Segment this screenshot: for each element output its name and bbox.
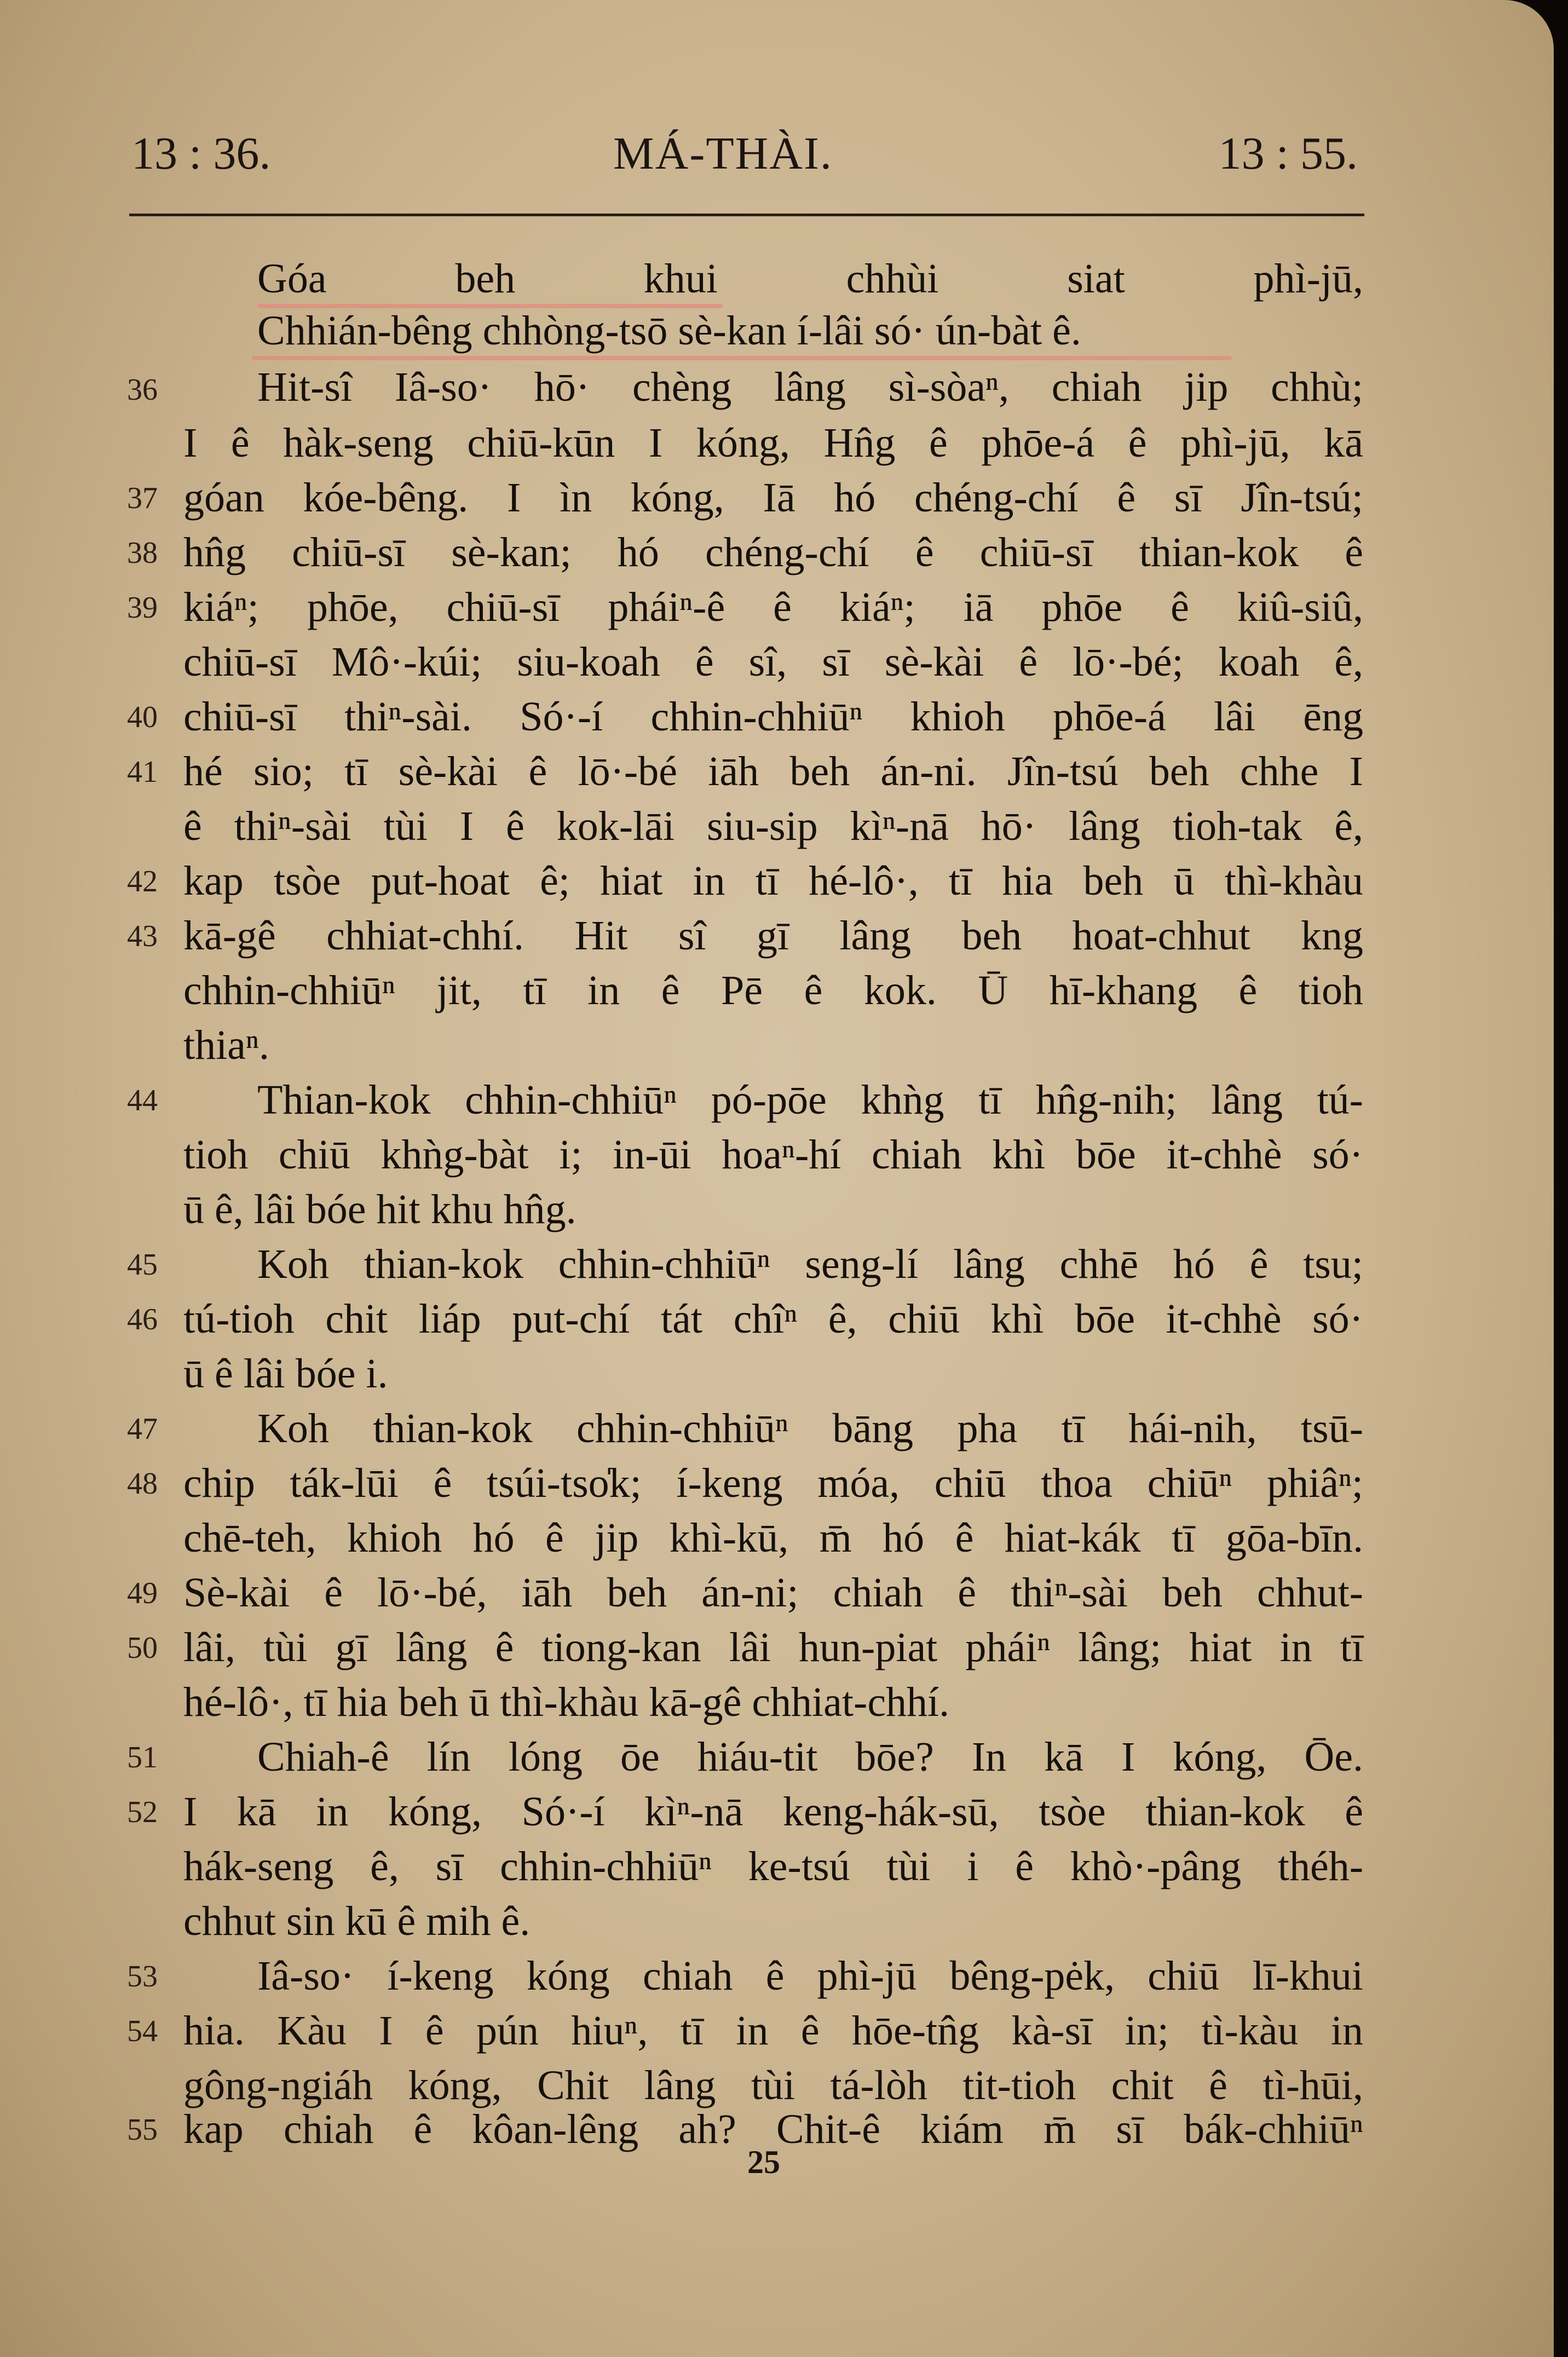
verse-number: 41	[127, 755, 158, 789]
verse-number: 44	[127, 1084, 158, 1117]
text-line: chiū-sī Mô·-kúi; siu-koah ê sî, sī sè-kài ê lō·-bé; koah ê,	[183, 639, 1363, 685]
verse-number: 39	[127, 591, 158, 625]
text-line: Sè-kài ê lō·-bé, iāh beh án-ni; chiah ê thiⁿ-sài beh chhut-	[183, 1570, 1363, 1616]
verse-number: 55	[127, 2113, 158, 2147]
text-line: hia. Kàu I ê pún hiuⁿ, tī in ê hōe-tn̂g kà-sī in; tì-kàu in	[183, 2008, 1363, 2054]
page-number: 25	[747, 2144, 780, 2180]
verse-number: 49	[127, 1576, 158, 1610]
text-line: Thian-kok chhin-chhiūⁿ pó-pōe khǹg tī hn̂g-nih; lâng tú-	[257, 1077, 1363, 1123]
text-line: kap tsòe put-hoat ê; hiat in tī hé-lô·, tī hia beh ū thì-khàu	[183, 858, 1363, 904]
text-line: hé-lô·, tī hia beh ū thì-khàu kā-gê chhiat-chhí.	[183, 1679, 950, 1725]
text-line: Koh thian-kok chhin-chhiūⁿ bāng pha tī hái-nih, tsū-	[257, 1405, 1363, 1451]
text-line: kā-gê chhiat-chhí. Hit sî gī lâng beh hoat-chhut kng	[183, 913, 1363, 959]
text-line: kap chiah ê kôan-lêng ah? Chit-ê kiám m̄ sī bák-chhiūⁿ	[183, 2106, 1363, 2152]
text-line: chhut sin kū ê mih ê.	[183, 1898, 531, 1944]
verse-number: 36	[127, 373, 158, 407]
text-line: Chiah-ê lín lóng ōe hiáu-tit bōe? In kā I kóng, Ōe.	[257, 1734, 1363, 1780]
verse-number: 54	[127, 2014, 158, 2048]
text-line: kiáⁿ; phōe, chiū-sī pháiⁿ-ê ê kiáⁿ; iā phōe ê kiû-siû,	[183, 584, 1363, 630]
header-book-title: MÁ-THÀI.	[613, 128, 833, 179]
text-line: tioh chiū khǹg-bàt i; in-ūi hoaⁿ-hí chiah khì bōe it-chhè só·	[183, 1132, 1363, 1178]
text-line: ê thiⁿ-sài tùi I ê kok-lāi siu-sip kìⁿ-nā hō· lâng tioh-tak ê,	[183, 803, 1363, 849]
verse-number: 50	[127, 1631, 158, 1665]
text-line: chiū-sī thiⁿ-sài. Só·-í chhin-chhiūⁿ khioh phōe-á lâi ēng	[183, 694, 1363, 740]
text-line: I ê hàk-seng chiū-kūn I kóng, Hn̂g ê phōe-á ê phì-jū, kā	[183, 420, 1363, 466]
verse-number: 53	[127, 1960, 158, 1993]
text-line: Chhián-bêng chhòng-tsō sè-kan í-lâi só· ún-bàt ê.	[257, 308, 1081, 354]
verse-number: 37	[127, 481, 158, 515]
header-right-reference: 13 : 55.	[1218, 128, 1358, 179]
text-line: I kā in kóng, Só·-í kìⁿ-nā keng-hák-sū, tsòe thian-kok ê	[183, 1789, 1363, 1835]
text-line: Hit-sî Iâ-so· hō· chèng lâng sì-sòaⁿ, chiah jip chhù;	[257, 364, 1363, 410]
text-line: hák-seng ê, sī chhin-chhiūⁿ ke-tsú tùi i ê khò·-pâng théh-	[183, 1843, 1363, 1889]
verse-number: 47	[127, 1412, 158, 1446]
verse-number: 42	[127, 865, 158, 898]
text-line: ū ê lâi bóe i.	[183, 1351, 388, 1397]
header-left-reference: 13 : 36.	[131, 128, 271, 179]
verse-number: 45	[127, 1248, 158, 1282]
text-line: chhin-chhiūⁿ jit, tī in ê Pē ê kok. Ū hī-khang ê tioh	[183, 967, 1363, 1013]
text-line: góan kóe-bêng. I ìn kóng, Iā hó chéng-chí ê sī Jîn-tsú;	[183, 475, 1363, 521]
running-header	[131, 127, 1358, 193]
text-line: thiaⁿ.	[183, 1022, 269, 1068]
text-line: chip ták-lūi ê tsúi-tso̍k; í-keng móa, chiū thoa chiūⁿ phiâⁿ;	[183, 1460, 1363, 1506]
verse-number: 40	[127, 700, 158, 734]
text-line: Koh thian-kok chhin-chhiūⁿ seng-lí lâng chhē hó ê tsu;	[257, 1241, 1363, 1287]
text-line: ū ê, lâi bóe hit khu hn̂g.	[183, 1186, 577, 1232]
text-line: Iâ-so· í-keng kóng chiah ê phì-jū bêng-pėk, chiū lī-khui	[257, 1953, 1363, 1999]
text-line: Góa beh khui chhùi siat phì-jū,	[257, 256, 1363, 302]
verse-number: 51	[127, 1741, 158, 1774]
verse-number: 43	[127, 919, 158, 953]
text-line: chē-teh, khioh hó ê jip khì-kū, m̄ hó ê hiat-kák tī gōa-bīn.	[183, 1515, 1363, 1561]
verse-number: 52	[127, 1795, 158, 1829]
header-rule	[129, 214, 1364, 216]
text-line: hn̂g chiū-sī sè-kan; hó chéng-chí ê chiū-sī thian-kok ê	[183, 529, 1363, 575]
verse-number: 38	[127, 536, 158, 570]
verse-number: 48	[127, 1467, 158, 1501]
text-line: gông-ngiáh kóng, Chit lâng tùi tá-lòh tit-tioh chit ê tì-hūi,	[183, 2062, 1363, 2108]
verse-number: 46	[127, 1303, 158, 1336]
text-line: hé sio; tī sè-kài ê lō·-bé iāh beh án-ni. Jîn-tsú beh chhe I	[183, 748, 1363, 794]
text-line: lâi, tùi gī lâng ê tiong-kan lâi hun-piat pháiⁿ lâng; hiat in tī	[183, 1624, 1363, 1670]
text-line: tú-tioh chit liáp put-chí tát chîⁿ ê, chiū khì bōe it-chhè só·	[183, 1296, 1363, 1342]
red-pencil-underline	[252, 356, 1232, 360]
